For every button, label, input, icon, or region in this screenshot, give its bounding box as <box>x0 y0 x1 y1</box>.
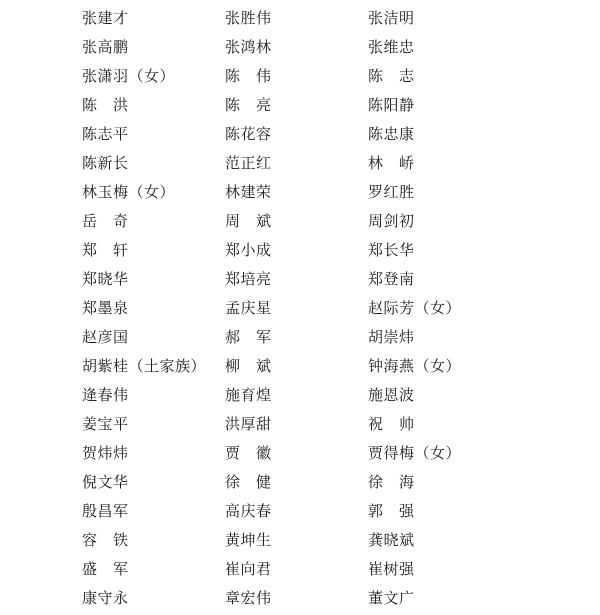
name-entry: 陈阳静 <box>368 96 415 114</box>
name-entry: 林建荣 <box>225 183 272 201</box>
name-entry: 姜宝平 <box>82 415 129 433</box>
name-entry: 施恩波 <box>368 386 415 404</box>
name-entry: 崔向君 <box>225 560 272 578</box>
name-entry: 逄春伟 <box>82 386 129 404</box>
name-entry: 康守永 <box>82 589 129 607</box>
name-entry: 郑长华 <box>368 241 415 259</box>
name-row <box>82 236 582 265</box>
name-entry: 陈志平 <box>82 125 129 143</box>
name-entry: 洪厚甜 <box>225 415 272 433</box>
name-entry: 殷昌军 <box>82 502 129 520</box>
name-row <box>82 149 582 178</box>
name-entry: 陈花容 <box>225 125 272 143</box>
name-entry: 黄坤生 <box>225 531 272 549</box>
name-row <box>82 584 582 613</box>
name-entry: 范正红 <box>225 154 272 172</box>
name-entry: 胡紫桂（土家族） <box>82 357 207 375</box>
name-entry: 郭 强 <box>368 502 415 520</box>
name-entry: 张胜伟 <box>225 9 272 27</box>
name-entry: 柳 斌 <box>225 357 272 375</box>
name-entry: 郑培亮 <box>225 270 272 288</box>
name-entry: 祝 帅 <box>368 415 415 433</box>
name-row <box>82 381 582 410</box>
name-entry: 郑晓华 <box>82 270 129 288</box>
name-row <box>82 33 582 62</box>
name-row <box>82 120 582 149</box>
name-entry: 崔树强 <box>368 560 415 578</box>
name-entry: 周 斌 <box>225 212 272 230</box>
name-row <box>82 323 582 352</box>
name-entry: 赵彦国 <box>82 328 129 346</box>
name-entry: 岳 奇 <box>82 212 129 230</box>
name-row <box>82 207 582 236</box>
name-entry: 陈 亮 <box>225 96 272 114</box>
name-entry: 张鸿林 <box>225 38 272 56</box>
name-entry: 陈忠康 <box>368 125 415 143</box>
name-entry: 贾得梅（女） <box>368 444 462 462</box>
name-row <box>82 526 582 555</box>
name-row <box>82 62 582 91</box>
name-entry: 郑墨泉 <box>82 299 129 317</box>
name-entry: 董文广 <box>368 589 415 607</box>
name-entry: 林玉梅（女） <box>82 183 176 201</box>
name-entry: 罗红胜 <box>368 183 415 201</box>
name-entry: 徐 海 <box>368 473 415 491</box>
name-entry: 张维忠 <box>368 38 415 56</box>
name-entry: 郑 轩 <box>82 241 129 259</box>
name-row <box>82 352 582 381</box>
name-entry: 徐 健 <box>225 473 272 491</box>
name-entry: 张洁明 <box>368 9 415 27</box>
name-row <box>82 410 582 439</box>
name-entry: 张高鹏 <box>82 38 129 56</box>
name-row <box>82 265 582 294</box>
name-entry: 孟庆星 <box>225 299 272 317</box>
name-entry: 龚晓斌 <box>368 531 415 549</box>
name-entry: 陈新长 <box>82 154 129 172</box>
name-entry: 贾 徽 <box>225 444 272 462</box>
name-entry: 陈 洪 <box>82 96 129 114</box>
name-entry: 盛 军 <box>82 560 129 578</box>
name-list <box>82 4 582 613</box>
name-entry: 郑登南 <box>368 270 415 288</box>
name-entry: 陈 志 <box>368 67 415 85</box>
name-entry: 容 铁 <box>82 531 129 549</box>
name-entry: 陈 伟 <box>225 67 272 85</box>
name-entry: 钟海燕（女） <box>368 357 462 375</box>
name-entry: 胡崇炜 <box>368 328 415 346</box>
name-entry: 施育煌 <box>225 386 272 404</box>
name-entry: 张建才 <box>82 9 129 27</box>
name-row <box>82 497 582 526</box>
name-row <box>82 439 582 468</box>
name-row <box>82 4 582 33</box>
name-entry: 贺炜炜 <box>82 444 129 462</box>
name-row <box>82 91 582 120</box>
name-row <box>82 294 582 323</box>
name-entry: 章宏伟 <box>225 589 272 607</box>
name-entry: 张潇羽（女） <box>82 67 176 85</box>
name-row <box>82 468 582 497</box>
name-row <box>82 555 582 584</box>
name-entry: 郑小成 <box>225 241 272 259</box>
name-row <box>82 178 582 207</box>
name-entry: 郝 军 <box>225 328 272 346</box>
name-entry: 赵际芳（女） <box>368 299 462 317</box>
name-entry: 高庆春 <box>225 502 272 520</box>
name-entry: 倪文华 <box>82 473 129 491</box>
name-entry: 林 峤 <box>368 154 415 172</box>
name-entry: 周剑初 <box>368 212 415 230</box>
